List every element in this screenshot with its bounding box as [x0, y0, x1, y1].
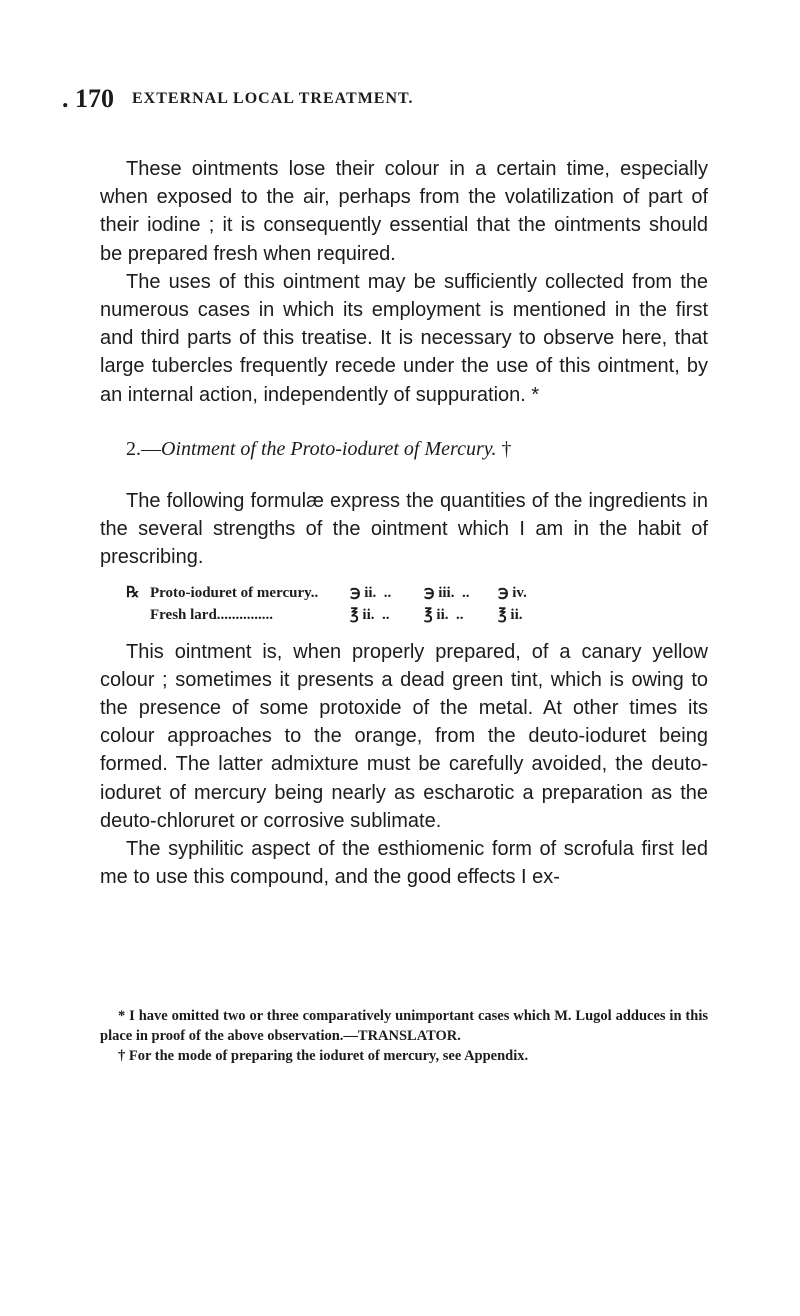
paragraph-4: This ointment is, when properly prepared, of a canary yellow colour ; sometimes it presents a dead green tint, which is owing to the presence of some protoxide of the metal. At other times its colour approaches to the orange, from the deuto-ioduret being formed. The latter admixture must be carefully avoided, the deuto-ioduret of mercury being nearly as escharotic a preparation as the deuto-chloruret or corrosive sublimate.: [100, 640, 708, 832]
recipe-quantity: ℥ ii. ..: [424, 606, 464, 623]
recipe-table: [126, 582, 708, 626]
footnotes: [100, 1006, 708, 1066]
paragraph-3: The following formulæ express the quantities of the ingredients in the several strengths of the ointment which I am in the habit of prescribing.: [100, 490, 708, 569]
paragraph-2: The uses of this ointment may be sufficiently collected from the numerous cases in which its employment is mentioned in the first and third parts of this treatise. It is necessary to observe here, that large tubercles frequently recede under the use of this ointment, by an internal action, independently of suppuration. *: [100, 270, 708, 406]
section-title: Ointment of the Proto-ioduret of Mercury.: [161, 437, 497, 460]
paragraph-5: The syphilitic aspect of the esthiomenic form of scrofula first led me to use this compound, and the good effects I ex-: [100, 838, 708, 889]
section-heading: [100, 435, 708, 463]
section-footnote-mark: †: [496, 437, 512, 460]
recipe-row: [126, 604, 708, 626]
page-number: . 170: [62, 84, 114, 113]
recipe-quantity: ℈ ii. ..: [350, 584, 392, 601]
body-text: [100, 155, 708, 891]
recipe-quantity: ℈ iv.: [498, 584, 527, 601]
recipe-ingredient: Fresh lard...............: [150, 606, 274, 623]
recipe-quantity: ℥ ii. ..: [350, 606, 390, 623]
footnote-1: * I have omitted two or three comparatively unimportant cases which M. Lugol adduces in this place in proof of the above observation.—TRANSLATOR.: [100, 1008, 708, 1044]
paragraph-1: These ointments lose their colour in a certain time, especially when exposed to the air, perhaps from the volatilization of part of their iodine ; it is consequently essential that the ointments should be prepared fresh when required.: [100, 158, 708, 265]
section-number: 2.—: [126, 437, 161, 460]
recipe-quantity: ℈ iii. ..: [424, 584, 470, 601]
recipe-ingredient: Proto-ioduret of mercury..: [150, 584, 319, 601]
running-head: EXTERNAL LOCAL TREATMENT.: [132, 90, 414, 107]
page-header: [62, 84, 722, 124]
recipe-quantity: ℥ ii.: [498, 606, 523, 623]
recipe-symbol: ℞: [126, 584, 140, 601]
footnote-2: † For the mode of preparing the ioduret of mercury, see Appendix.: [118, 1048, 529, 1064]
recipe-row: [126, 582, 708, 604]
